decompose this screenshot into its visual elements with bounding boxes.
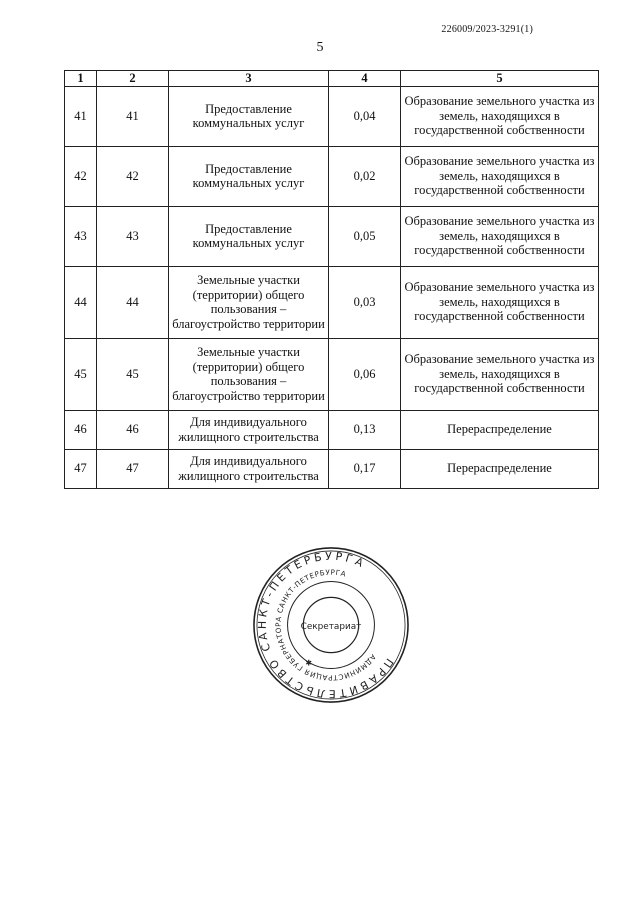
table-cell: Образование земельного участка из земель, находящихся в государственной собственности (401, 338, 599, 410)
table-cell: 0,05 (329, 206, 401, 266)
table-cell: Для индивидуального жилищного строительства (169, 449, 329, 488)
table-cell: 0,03 (329, 266, 401, 338)
column-header: 5 (401, 71, 599, 87)
table-row (65, 86, 599, 146)
table-row (65, 266, 599, 338)
table-cell: 43 (65, 206, 97, 266)
table-row (65, 338, 599, 410)
table-cell: 46 (97, 410, 169, 449)
table-cell: Предоставление коммунальных услуг (169, 146, 329, 206)
table-cell: Для индивидуального жилищного строительства (169, 410, 329, 449)
table-cell: Образование земельного участка из земель, находящихся в государственной собственности (401, 206, 599, 266)
table-cell: 43 (97, 206, 169, 266)
page-number: 5 (316, 40, 324, 55)
table-cell: 0,04 (329, 86, 401, 146)
table-cell: 0,17 (329, 449, 401, 488)
star-glyph: ✱ (305, 658, 312, 668)
table-cell: 47 (65, 449, 97, 488)
table-row (65, 410, 599, 449)
table-cell: 45 (65, 338, 97, 410)
column-header: 3 (169, 71, 329, 87)
table-cell: Перераспределение (401, 410, 599, 449)
table-cell: Предоставление коммунальных услуг (169, 206, 329, 266)
table-cell: Предоставление коммунальных услуг (169, 86, 329, 146)
column-header: 4 (329, 71, 401, 87)
seal-outer-text: ПРАВИТЕЛЬСТВО САНКТ-ПЕТЕРБУРГА (255, 549, 396, 701)
table-row (65, 449, 599, 488)
table-cell: 41 (97, 86, 169, 146)
table-cell: 41 (65, 86, 97, 146)
table-cell: 42 (65, 146, 97, 206)
table-cell: Образование земельного участка из земель, находящихся в государственной собственности (401, 266, 599, 338)
table-cell: 0,02 (329, 146, 401, 206)
column-header: 2 (97, 71, 169, 87)
table-cell: Перераспределение (401, 449, 599, 488)
table-cell: Земельные участки (территории) общего пользования – благоустройство территории (169, 266, 329, 338)
table-cell: 44 (97, 266, 169, 338)
table-cell: Образование земельного участка из земель, находящихся в государственной собственности (401, 146, 599, 206)
document-number: 226009/2023-3291(1) (441, 24, 533, 35)
table-cell: 42 (97, 146, 169, 206)
land-plots-table (64, 70, 599, 489)
seal-center-text: Секретариат (300, 621, 362, 632)
table-cell: 46 (65, 410, 97, 449)
column-header: 1 (65, 71, 97, 87)
official-seal-stamp (252, 546, 410, 704)
table-cell: 45 (97, 338, 169, 410)
table-cell: Земельные участки (территории) общего пользования – благоустройство территории (169, 338, 329, 410)
table-cell: 0,06 (329, 338, 401, 410)
table-cell: 0,13 (329, 410, 401, 449)
table-cell: 44 (65, 266, 97, 338)
table-cell: 47 (97, 449, 169, 488)
table-cell: Образование земельного участка из земель, находящихся в государственной собственности (401, 86, 599, 146)
table-header-row (65, 71, 599, 87)
seal-inner-text: АДМИНИСТРАЦИЯ ГУБЕРНАТОРА САНКТ-ПЕТЕРБУРГА (273, 567, 378, 683)
table-row (65, 146, 599, 206)
table-row (65, 206, 599, 266)
